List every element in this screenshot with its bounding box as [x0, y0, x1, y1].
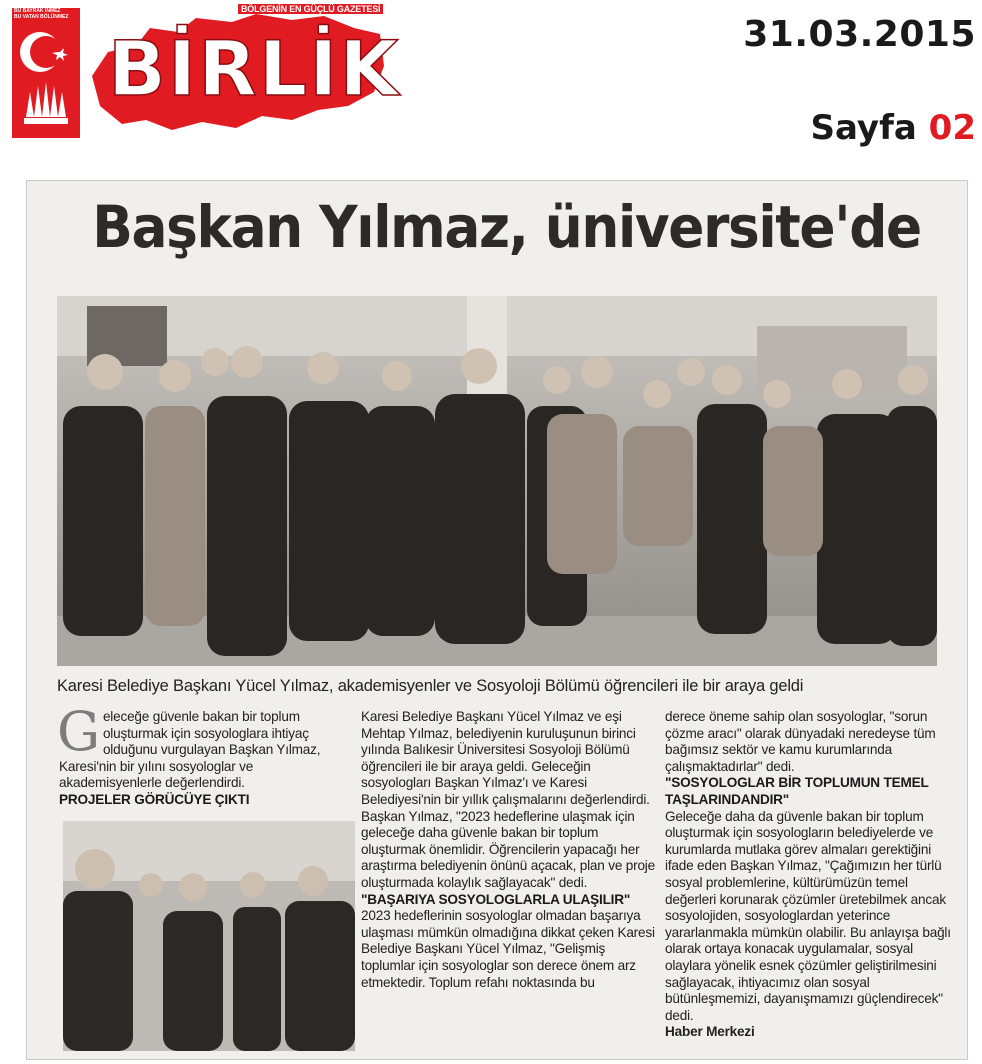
subheading: "SOSYOLOGLAR BİR TOPLUMUN TEMEL TAŞLARINDANDIR" — [665, 775, 929, 807]
subheading: "BAŞARIYA SOSYOLOGLARLA ULAŞILIR" — [361, 891, 631, 907]
page-label: Sayfa — [810, 108, 917, 148]
drop-cap: G — [57, 700, 100, 763]
masthead-tagline: BÖLGENİN EN GÜÇLÜ GAZETESİ — [238, 4, 383, 14]
page-number: 02 — [928, 108, 976, 148]
masthead — [10, 2, 401, 140]
article-clipping — [26, 180, 968, 1060]
body-paragraph: Karesi Belediye Başkanı Yücel Yılmaz ve eşi Mehtap Yılmaz, belediyenin kuruluşunun birinci yılında Balıkesir Üniversitesi Sosyoloji Bölümü öğrencileri ile bir araya geldi. Geleceğin sosyologları Başkan Yılmaz'ı ve Karesi Belediyesi'nin bir yıllık çalışmalarını değerlendirdi. Başkan Yılmaz, "2023 hedeflerine ulaşmak için geleceğe daha güvenle bakan bir toplum oluşturmak önemlidir. Öğrencilerin yapacağı her araştırma belediyenin önünü açacak, plan ve proje oluşturmada kolaylık sağlayacak" dedi. — [361, 709, 655, 890]
page-indicator — [811, 108, 976, 148]
crescent-star-icon — [16, 22, 76, 134]
publication-date: 31.03.2015 — [743, 14, 976, 55]
emblem — [12, 8, 80, 138]
masthead-logo: BİRLİK — [108, 24, 401, 113]
body-paragraph: Geleceğe daha da güvenle bakan bir toplum oluşturmak için sosyologların belediyelerde ve kurumlarda mutlaka görev almaları gerektiğini ifade eden Başkan Yılmaz, "Çağımızın her türlü sosyal problemlerine, kültürümüzün temel değerleri korunarak çözümler üretebilmek ancak sosyolojiden, sosyologlardan yeterince yararlanmakla mümkün olabilir. Bu anlayışa bağlı olarak ortaya konacak uygulamalar, sosyal olaylara yönelik esnek çözümler geliştirilmesini sağlayacak, ihtiyacımız olan sosyal bütünleşmemizi, dayanışmamızı güçlendirecek" dedi. — [665, 808, 951, 1023]
body-paragraph: derece öneme sahip olan sosyologlar, "sorun çözme aracı" olarak dünyadaki neredeyse tüm bağımsız sektör ve kamu kurumlarında çalışmaktadırlar" dedi. — [665, 709, 936, 774]
byline: Haber Merkezi — [665, 1024, 755, 1040]
subheading: PROJELER GÖRÜCÜYE ÇIKTI — [59, 791, 250, 807]
article-column-2 — [361, 709, 657, 991]
emblem-text: BU BAYRAK İNMEZ BU VATAN BÖLÜNMEZ — [14, 8, 69, 20]
group-photo — [57, 296, 937, 666]
article-column-3 — [665, 709, 961, 1041]
photo-caption: Karesi Belediye Başkanı Yücel Yılmaz, akademisyenler ve Sosyoloji Bölümü öğrencileri ile bir araya geldi — [57, 677, 804, 695]
secondary-photo — [63, 821, 355, 1051]
body-paragraph: 2023 hedeflerinin sosyologlar olmadan başarıya ulaşması mümkün olmadığına dikkat çeken Karesi Belediye Başkanı Yücel Yılmaz, "Gelişmiş toplumlar için sosyologlar son derece önem arz etmektedir. Toplum refahı noktasında bu — [361, 908, 655, 990]
article-headline: Başkan Yılmaz, üniversite'de — [92, 193, 921, 261]
article-column-1 — [57, 700, 359, 809]
lead-paragraph: eleceğe güvenle bakan bir toplum oluşturmak için sosyologlara ihtiyaç olduğunu vurgulayan Başkan Yılmaz, Karesi'nin bir yılını sosyologlar ve akademisyenlerle değerlendirdi. — [59, 709, 321, 791]
